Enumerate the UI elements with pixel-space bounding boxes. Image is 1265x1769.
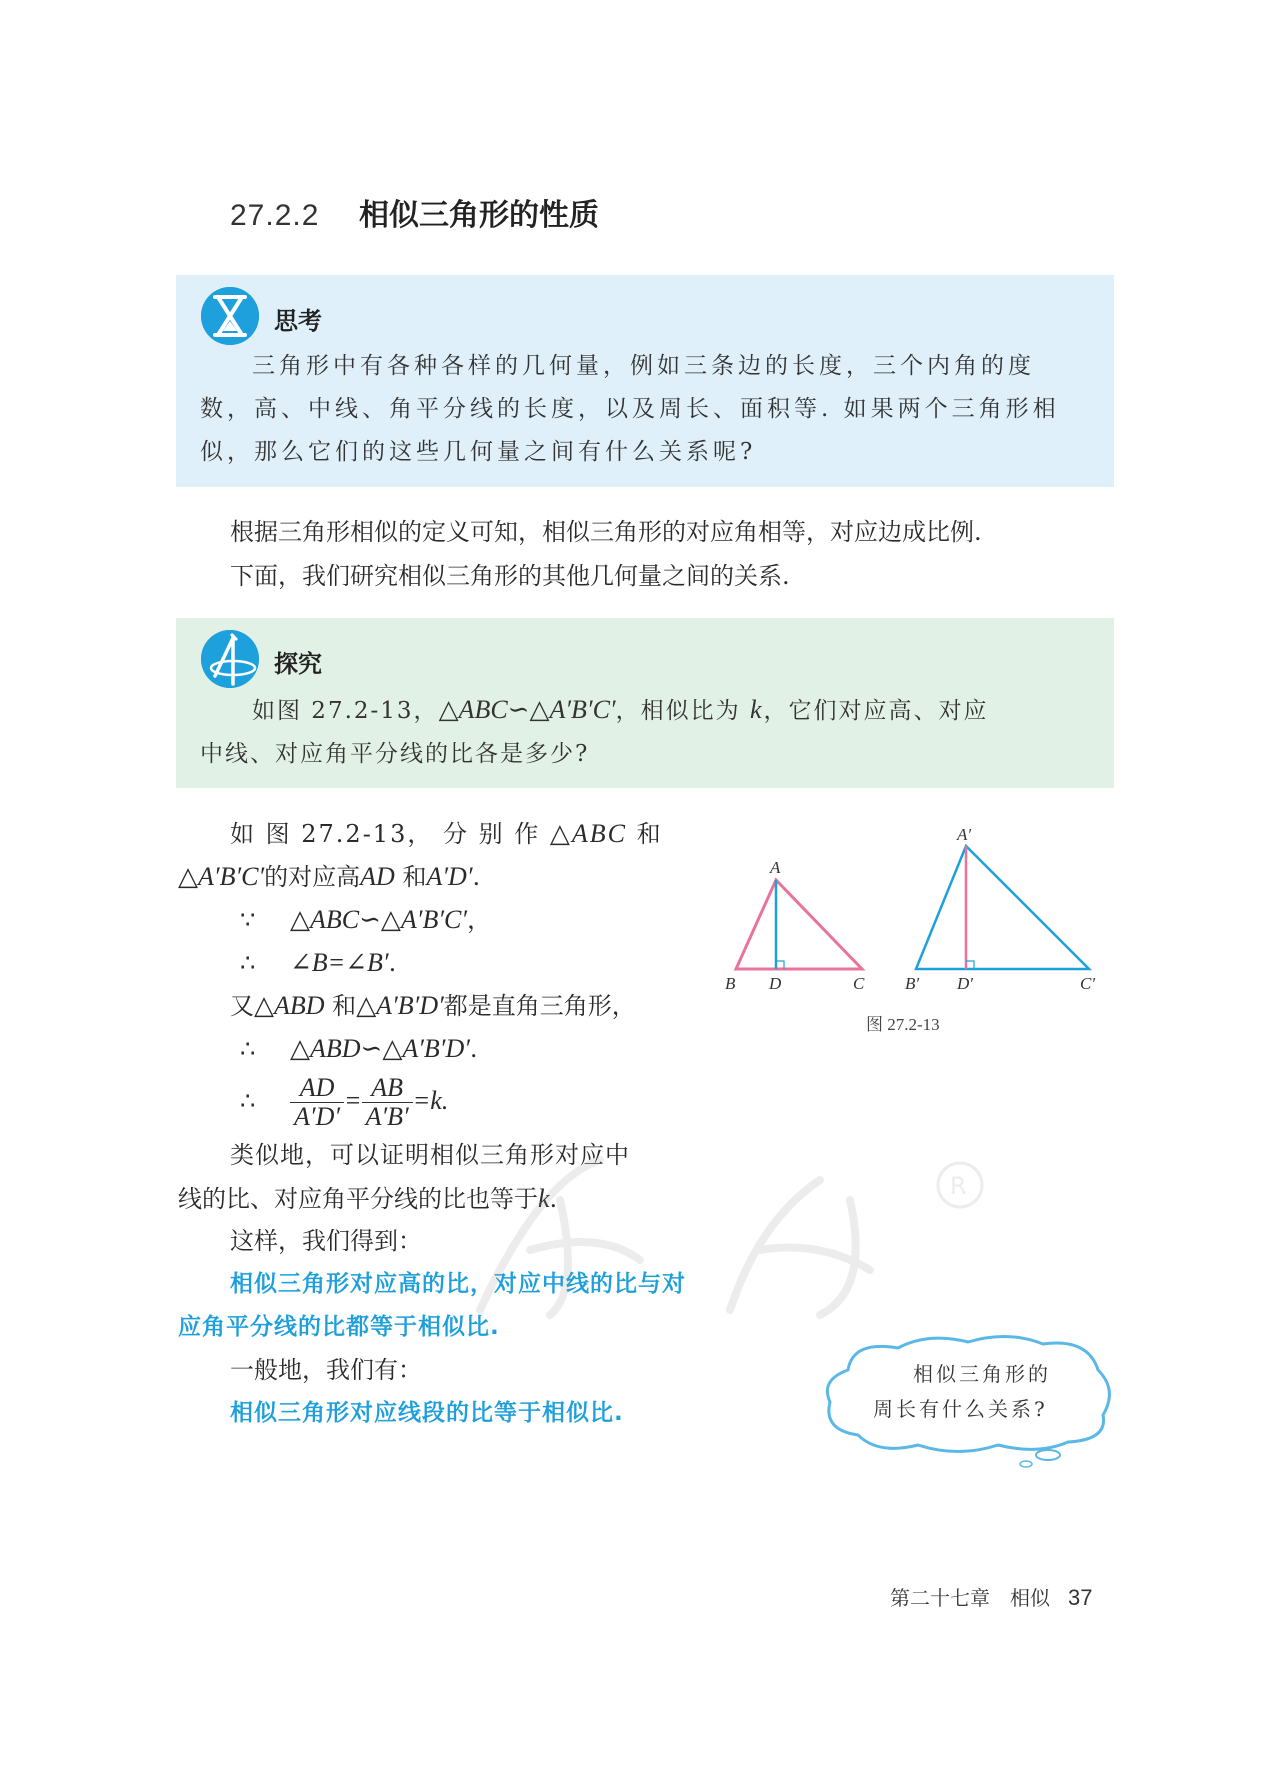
think-line-3: 似，那么它们的这些几何量之间有什么关系呢? bbox=[200, 439, 757, 465]
math-abc: △ABC bbox=[549, 819, 627, 848]
publisher-watermark-icon bbox=[400, 1140, 1040, 1320]
think-line-1: 三角形中有各种各样的几何量，例如三条边的长度，三个内角的度 bbox=[252, 353, 1035, 379]
thought-cloud bbox=[818, 1330, 1118, 1470]
cloud-line-2: 周长有什么关系? bbox=[873, 1397, 1048, 1421]
figure-caption: 图 27.2-13 bbox=[866, 1015, 940, 1034]
proof-line-13: 一般地，我们有： bbox=[230, 1356, 422, 1384]
explore-label: 探究 bbox=[274, 650, 322, 678]
label-b-prime: B′ bbox=[905, 974, 920, 993]
math-a1b1c1: △A′B′C′ bbox=[178, 862, 265, 891]
label-c: C bbox=[853, 974, 865, 993]
proof-line-5c: 都是直角三角形， bbox=[443, 992, 636, 1020]
chapter-label: 第二十七章 bbox=[890, 1586, 990, 1610]
think-label: 思考 bbox=[274, 307, 322, 335]
explore-line-1-prefix: 如图 27.2-13， bbox=[252, 698, 439, 724]
label-d-prime: D′ bbox=[957, 974, 973, 993]
proof-line-9: 线的比、对应角平分线的比也等于 bbox=[178, 1185, 538, 1213]
equals: = bbox=[344, 1086, 362, 1115]
proof-line-8: 类似地，可以证明相似三角形对应中 bbox=[230, 1141, 630, 1169]
proof-period: . bbox=[472, 863, 481, 891]
explore-k: k bbox=[749, 695, 764, 724]
chapter-name: 相似 bbox=[1010, 1586, 1050, 1610]
frac2-num: AB bbox=[362, 1074, 413, 1103]
conclusion-2: 相似三角形对应线段的比等于相似比. bbox=[230, 1400, 624, 1426]
proof-line-5b: 和 bbox=[324, 992, 357, 1020]
equals-k: =k. bbox=[412, 1086, 449, 1115]
proof-line-10: 这样，我们得到： bbox=[230, 1227, 422, 1255]
section-number: 27.2.2 bbox=[230, 199, 320, 232]
conclusion-1-line-1: 相似三角形对应高的比，对应中线的比与对 bbox=[230, 1271, 686, 1297]
label-b: B bbox=[725, 974, 736, 993]
think-text bbox=[200, 345, 1105, 474]
period: . bbox=[549, 1185, 558, 1213]
math-a1b1d1: △A′B′D′ bbox=[356, 991, 444, 1020]
fraction-ad bbox=[290, 1074, 344, 1131]
comma: ， bbox=[467, 906, 492, 934]
explore-line-1-mid: ，相似比为 bbox=[615, 698, 750, 724]
math-similar-abd: △ABD∽△A′B′D′ bbox=[290, 1034, 470, 1063]
explore-line-1-suffix: ，它们对应高、对应 bbox=[763, 698, 989, 724]
cloud-line-1: 相似三角形的 bbox=[913, 1362, 1051, 1386]
period: . bbox=[469, 1035, 478, 1063]
math-abd: △ABD bbox=[254, 991, 325, 1020]
conclusion-1-line-2: 应角平分线的比都等于相似比. bbox=[178, 1314, 500, 1340]
period: . bbox=[388, 949, 397, 977]
proof-block bbox=[178, 812, 718, 1435]
fraction-ab bbox=[362, 1074, 413, 1131]
label-c-prime: C′ bbox=[1080, 974, 1096, 993]
think-line-2: 数，高、中线、角平分线的长度，以及周长、面积等. 如果两个三角形相 bbox=[200, 396, 1060, 422]
section-title: 相似三角形的性质 bbox=[358, 198, 599, 233]
therefore-symbol: ∴ bbox=[240, 1035, 256, 1063]
explore-text bbox=[200, 688, 1105, 776]
math-ad: AD bbox=[360, 862, 395, 891]
explore-math: △ABC∽△A′B′C′ bbox=[438, 695, 616, 724]
explore-line-2: 中线、对应角平分线的比各是多少? bbox=[200, 741, 590, 767]
svg-text:R: R bbox=[950, 1172, 967, 1200]
proof-line-1: 如 图 27.2-13， 分 别 作 bbox=[230, 820, 550, 848]
label-d: D bbox=[769, 974, 782, 993]
frac1-den: A′D′ bbox=[294, 1102, 341, 1131]
label-a-prime: A′ bbox=[957, 825, 972, 844]
therefore-symbol: ∴ bbox=[240, 1087, 256, 1115]
intro-paragraph bbox=[230, 510, 1120, 598]
compass-globe-icon bbox=[201, 630, 259, 688]
page-footer bbox=[890, 1582, 1092, 1611]
because-symbol: ∵ bbox=[240, 906, 256, 934]
proof-line-5a: 又 bbox=[230, 992, 254, 1020]
section-heading bbox=[230, 190, 599, 234]
therefore-symbol: ∴ bbox=[240, 949, 256, 977]
explore-box bbox=[176, 618, 1114, 788]
math-k: k bbox=[538, 1184, 550, 1213]
intro-line-2: 下面，我们研究相似三角形的其他几何量之间的关系. bbox=[230, 562, 790, 590]
label-a: A bbox=[770, 858, 781, 877]
page-number: 37 bbox=[1068, 1585, 1093, 1610]
proof-line-1-end: 和 bbox=[626, 820, 663, 848]
triangles-diagram bbox=[725, 825, 1125, 1025]
hourglass-compass-icon bbox=[201, 287, 259, 345]
math-angle: ∠B=∠B′ bbox=[290, 948, 389, 977]
math-a1d1: A′D′ bbox=[426, 862, 473, 891]
frac2-den: A′B′ bbox=[365, 1102, 409, 1131]
figure-27-2-13 bbox=[725, 825, 1125, 1035]
proof-line-2: 的对应高 bbox=[264, 863, 361, 891]
math-similar: △ABC∽△A′B′C′ bbox=[290, 905, 468, 934]
intro-line-1: 根据三角形相似的定义可知，相似三角形的对应角相等，对应边成比例. bbox=[230, 518, 982, 546]
frac1-num: AD bbox=[290, 1074, 344, 1103]
proof-and: 和 bbox=[394, 863, 427, 891]
think-box bbox=[176, 275, 1114, 487]
